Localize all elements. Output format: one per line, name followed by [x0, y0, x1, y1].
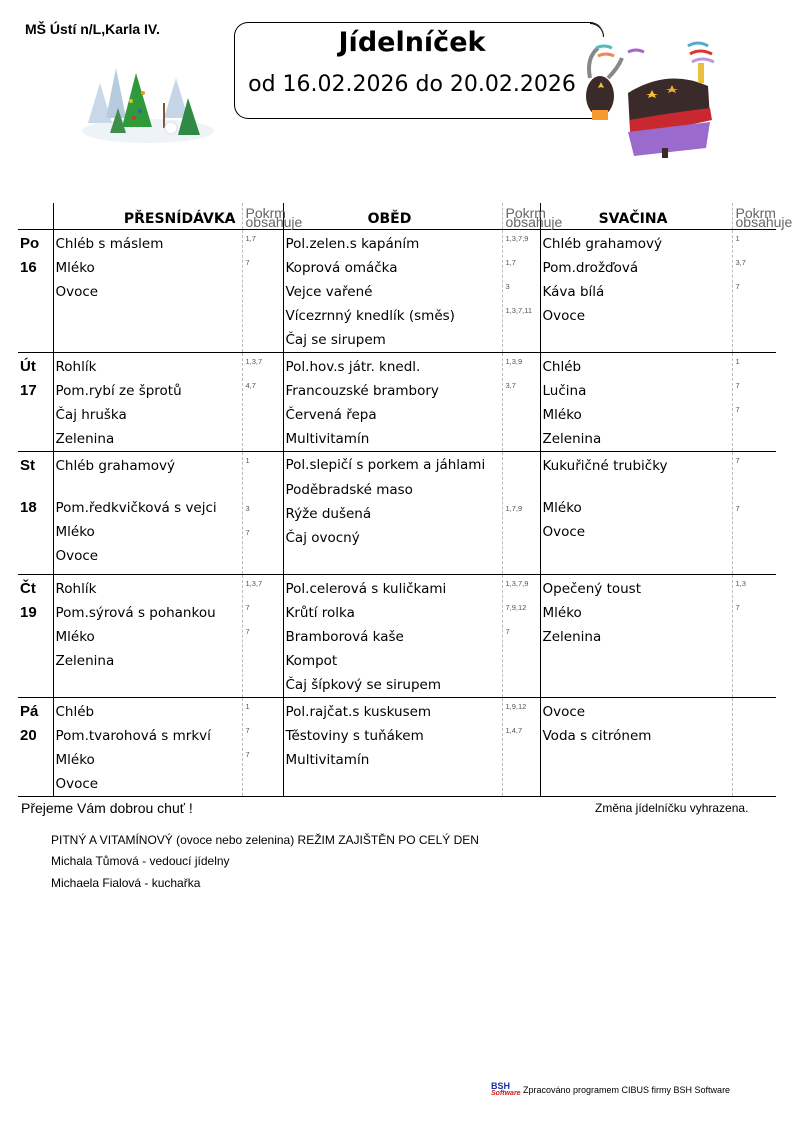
allergen-codes: 1,3,7 — [245, 579, 263, 588]
allergen-codes — [506, 328, 540, 352]
menu-item: Chléb s máslem — [55, 236, 164, 252]
breakfast-allergen-cell — [242, 230, 283, 353]
change-note: Změna jídelníčku vyhrazena. — [595, 801, 749, 815]
allergen-codes: 1,9,12 — [505, 702, 527, 711]
menu-item: Ovoce — [542, 524, 586, 540]
allergen-codes: 7,9,12 — [505, 603, 527, 612]
breakfast-allergen-header: Pokrm obsahuje — [242, 203, 283, 230]
menu-item: Ovoce — [55, 284, 99, 300]
allergen-codes: 7 — [245, 726, 250, 735]
menu-item: Ovoce — [55, 548, 99, 564]
day-abbr: Út — [20, 358, 36, 375]
menu-item: Mléko — [55, 752, 95, 768]
date-range: od 16.02.2026 do 20.02.2026 — [248, 72, 576, 97]
menu-item: Poděbradské maso — [285, 482, 413, 498]
allergen-codes: 1 — [735, 234, 740, 243]
day-cell — [18, 452, 53, 575]
allergen-codes — [736, 724, 777, 748]
menu-item: Zelenina — [55, 653, 115, 669]
menu-item: Zelenina — [542, 431, 602, 447]
allergen-codes: 7 — [735, 282, 740, 291]
menu-item: Mléko — [542, 500, 582, 516]
menu-item: Krůtí rolka — [285, 605, 355, 621]
snack-cell — [540, 575, 732, 698]
day-number: 16 — [20, 259, 37, 276]
allergen-codes: 1 — [245, 702, 250, 711]
day-number: 17 — [20, 382, 37, 399]
allergen-codes — [506, 526, 540, 550]
snack-header: SVAČINA — [540, 203, 732, 230]
day-abbr: St — [20, 457, 35, 474]
allergen-codes — [506, 403, 540, 427]
menu-item: Chléb — [542, 359, 582, 375]
allergen-codes: 3 — [505, 282, 510, 291]
bsh-logo-subtext: Software — [491, 1090, 521, 1097]
allergen-codes: 7 — [735, 456, 740, 465]
lunch-allergen-header: Pokrm obsahuje — [502, 203, 540, 230]
menu-item: Mléko — [55, 524, 95, 540]
winter-trees-image — [76, 63, 216, 143]
menu-item: Voda s citrónem — [542, 728, 652, 744]
menu-item: Pol.rajčat.s kuskusem — [285, 704, 432, 720]
menu-item: Zelenina — [55, 431, 115, 447]
menu-item: Pom.sýrová s pohankou — [55, 605, 216, 621]
allergen-codes: 1,4,7 — [505, 726, 523, 735]
day-cell — [18, 230, 53, 353]
cook-name: Michaela Fialová - kuchařka — [51, 876, 201, 890]
day-abbr: Pá — [20, 703, 39, 720]
menu-item: Vícezrnný knedlík (směs) — [285, 308, 455, 324]
menu-item: Červená řepa — [285, 407, 377, 423]
allergen-codes: 1,3,7,9 — [505, 579, 529, 588]
allergen-codes — [246, 772, 283, 796]
menu-item: Zelenina — [542, 629, 602, 645]
snack-cell — [540, 452, 732, 575]
day-row — [18, 698, 776, 797]
menu-item: Pom.tvarohová s mrkví — [55, 728, 211, 744]
menu-item: Čaj ovocný — [285, 530, 360, 546]
lunch-allergen-cell — [502, 575, 540, 698]
allergen-codes: 7 — [735, 405, 740, 414]
menu-item: Rohlík — [55, 581, 97, 597]
menu-item: Káva bílá — [542, 284, 605, 300]
lunch-allergen-cell — [502, 353, 540, 452]
menu-item: Mléko — [542, 605, 582, 621]
allergen-codes: 1,7 — [505, 258, 516, 267]
allergen-codes: 1,3,7 — [245, 357, 263, 366]
allergen-codes — [506, 550, 540, 574]
allergen-codes — [736, 304, 777, 328]
regime-note: PITNÝ A VITAMÍNOVÝ (ovoce nebo zelenina) REŽIM ZAJIŠTĚN PO CELÝ DEN — [51, 833, 479, 847]
day-cell — [18, 353, 53, 452]
breakfast-allergen-cell — [242, 698, 283, 797]
allergen-codes — [736, 427, 777, 451]
allergen-codes: 7 — [505, 627, 510, 636]
menu-item: Chléb grahamový — [542, 236, 663, 252]
lunch-allergen-cell — [502, 230, 540, 353]
allergen-codes: 3 — [245, 504, 250, 513]
page-title: Jídelníček — [338, 27, 486, 58]
breakfast-cell — [53, 230, 242, 353]
menu-item: Mléko — [542, 407, 582, 423]
day-row — [18, 230, 776, 353]
lunch-cell — [283, 353, 502, 452]
menu-item: Kompot — [285, 653, 338, 669]
day-number: 18 — [20, 499, 37, 516]
menu-item: Pol.zelen.s kapáním — [285, 236, 420, 252]
day-row — [18, 575, 776, 698]
lunch-cell — [283, 575, 502, 698]
breakfast-allergen-cell — [242, 353, 283, 452]
menu-item: Čaj šípkový se sirupem — [285, 677, 442, 693]
allergen-codes: 1,3,7,9 — [505, 234, 529, 243]
allergen-codes — [246, 649, 283, 673]
menu-item: Rohlík — [55, 359, 97, 375]
day-abbr: Po — [20, 235, 40, 252]
allergen-codes — [736, 625, 777, 649]
menu-item: Pom.ředkvičková s vejci — [55, 500, 217, 516]
lunch-allergen-cell — [502, 698, 540, 797]
allergen-codes: 1,3,7,11 — [505, 306, 533, 315]
allergen-codes: 1,3 — [735, 579, 746, 588]
allergen-codes: 1,7,9 — [505, 504, 523, 513]
allergen-codes — [506, 649, 540, 673]
breakfast-header: PŘESNÍDÁVKA — [53, 203, 242, 230]
snack-cell — [540, 698, 732, 797]
wish-text: Přejeme Vám dobrou chuť ! — [21, 800, 193, 816]
menu-item: Ovoce — [542, 704, 586, 720]
menu-item: Kukuřičné trubičky — [542, 458, 668, 474]
menu-item: Pol.celerová s kuličkami — [285, 581, 447, 597]
menu-item: Vejce vařené — [285, 284, 373, 300]
allergen-codes: 7 — [245, 627, 250, 636]
breakfast-cell — [53, 452, 242, 575]
menu-item: Bramborová kaše — [285, 629, 404, 645]
menu-item: Multivitamín — [285, 431, 370, 447]
snack-cell — [540, 230, 732, 353]
allergen-codes: 7 — [735, 603, 740, 612]
menu-item: Čaj se sirupem — [285, 332, 386, 348]
breakfast-cell — [53, 575, 242, 698]
menu-item: Mléko — [55, 260, 95, 276]
snack-allergen-cell — [732, 230, 776, 353]
school-name: MŠ Ústí n/L,Karla IV. — [25, 21, 160, 37]
allergen-codes: 7 — [245, 603, 250, 612]
menu-item: Pom.drožďová — [542, 260, 639, 276]
allergen-codes — [506, 454, 540, 502]
menu-item: Lučina — [542, 383, 587, 399]
breakfast-allergen-cell — [242, 575, 283, 698]
menu-item: Rýže dušená — [285, 506, 372, 522]
allergen-codes — [246, 403, 283, 427]
menu-item: Těstoviny s tuňákem — [285, 728, 424, 744]
allergen-codes: 7 — [735, 504, 740, 513]
allergen-codes: 7 — [735, 381, 740, 390]
menu-item: Chléb — [55, 704, 95, 720]
snack-allergen-cell — [732, 698, 776, 797]
allergen-codes: 7 — [245, 258, 250, 267]
snack-allergen-header: Pokrm obsahuje — [732, 203, 776, 230]
menu-item: Opečený toust — [542, 581, 642, 597]
lunch-allergen-cell — [502, 452, 540, 575]
menu-header-row — [18, 203, 776, 230]
menu-item: Koprová omáčka — [285, 260, 398, 276]
allergen-codes — [506, 427, 540, 451]
allergen-codes: 3,7 — [735, 258, 746, 267]
breakfast-cell — [53, 353, 242, 452]
snack-allergen-cell — [732, 452, 776, 575]
menu-item: Chléb grahamový — [55, 458, 176, 474]
manager-name: Michala Tůmová - vedoucí jídelny — [51, 854, 230, 868]
menu-item: Pol.slepičí s porkem a jáhlami — [285, 457, 486, 473]
lunch-cell — [283, 698, 502, 797]
allergen-codes — [506, 748, 540, 772]
snack-allergen-cell — [732, 353, 776, 452]
allergen-codes: 7 — [245, 528, 250, 537]
software-credit: Zpracováno programem CIBUS firmy BSH Software — [523, 1085, 731, 1095]
menu-item: Pol.hov.s játr. knedl. — [285, 359, 421, 375]
breakfast-cell — [53, 698, 242, 797]
menu-item: Multivitamín — [285, 752, 370, 768]
lunch-header: OBĚD — [283, 203, 502, 230]
carnival-bull-image — [578, 38, 726, 160]
allergen-codes — [736, 700, 777, 724]
day-cell — [18, 698, 53, 797]
menu-item: Ovoce — [542, 308, 586, 324]
allergen-codes: 1 — [245, 456, 250, 465]
day-number: 20 — [20, 727, 37, 744]
menu-item: Francouzské brambory — [285, 383, 439, 399]
day-cell — [18, 575, 53, 698]
day-column-header — [18, 203, 53, 230]
snack-cell — [540, 353, 732, 452]
menu-item: Čaj hruška — [55, 407, 127, 423]
bsh-logo-text: BSH — [491, 1081, 511, 1091]
allergen-codes: 1,3,9 — [505, 357, 523, 366]
breakfast-allergen-cell — [242, 452, 283, 575]
allergen-codes — [506, 673, 540, 697]
menu-item: Mléko — [55, 629, 95, 645]
allergen-codes — [246, 280, 283, 304]
menu-table — [18, 203, 793, 797]
allergen-codes: 7 — [245, 750, 250, 759]
allergen-codes: 4,7 — [245, 381, 256, 390]
lunch-cell — [283, 230, 502, 353]
day-row — [18, 353, 776, 452]
allergen-codes — [246, 427, 283, 451]
day-number: 19 — [20, 604, 37, 621]
menu-item: Pom.rybí ze šprotů — [55, 383, 182, 399]
allergen-codes — [246, 550, 283, 574]
snack-allergen-cell — [732, 575, 776, 698]
allergen-codes: 1 — [735, 357, 740, 366]
allergen-codes — [736, 526, 777, 550]
bsh-logo — [491, 1082, 521, 1098]
lunch-cell — [283, 452, 502, 575]
day-row — [18, 452, 776, 575]
allergen-codes: 3,7 — [505, 381, 516, 390]
menu-item: Ovoce — [55, 776, 99, 792]
allergen-codes: 1,7 — [245, 234, 256, 243]
day-abbr: Čt — [20, 580, 36, 597]
